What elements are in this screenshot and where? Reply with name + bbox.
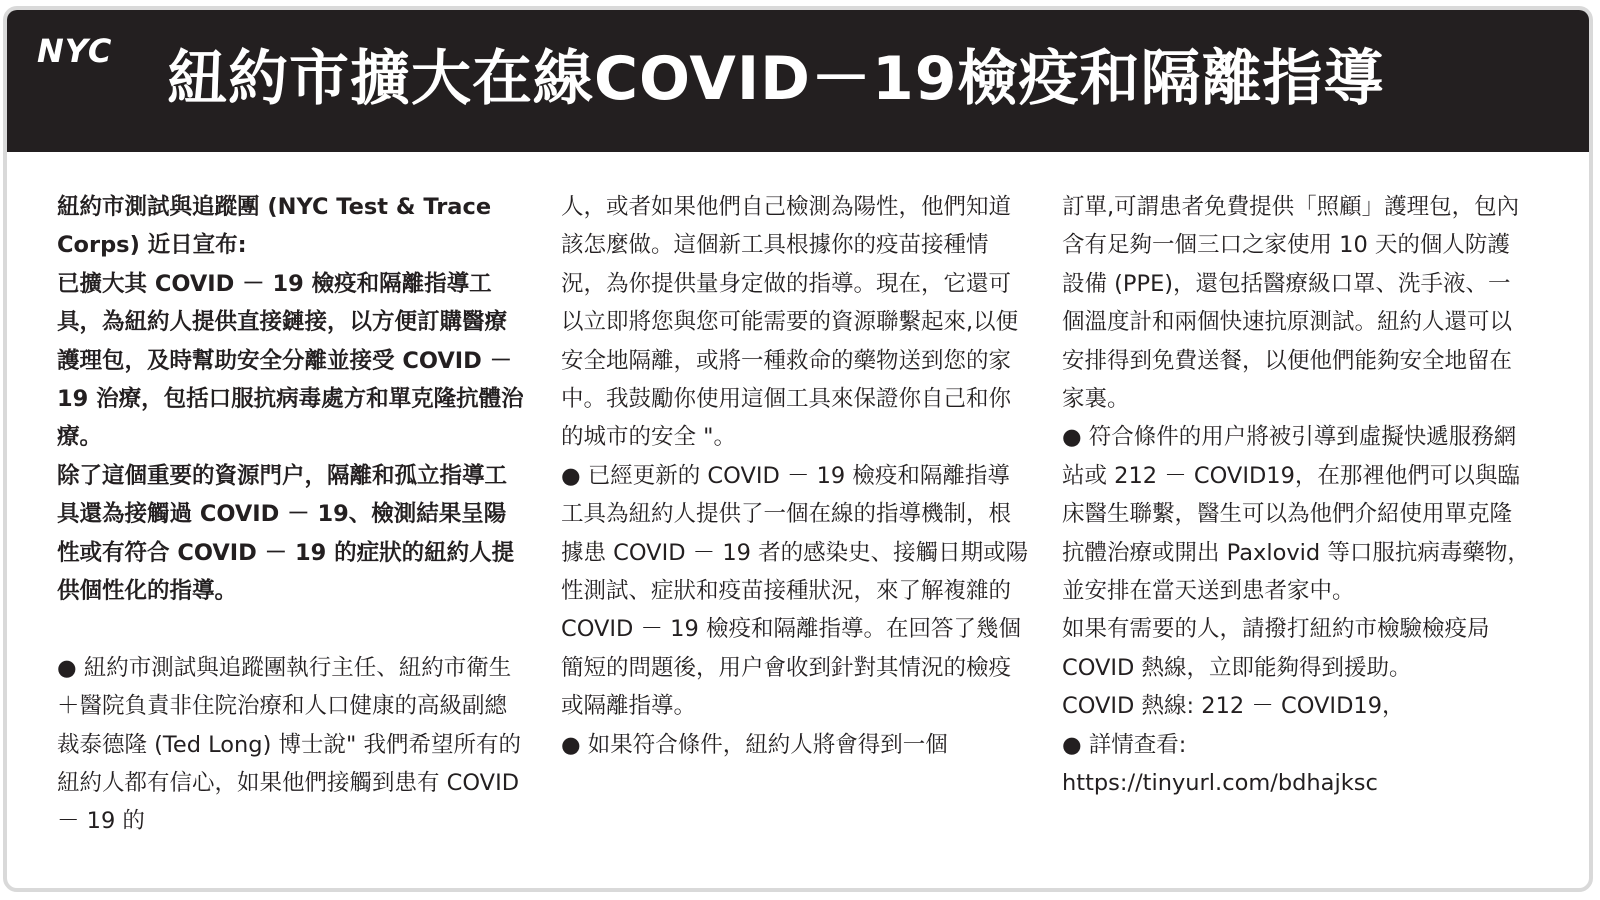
tool-update-paragraph: ● 已經更新的 COVID － 19 檢疫和隔離指導工具為紐約人提供了一個在線的指導機制，根據患 COVID － 19 者的感染史、接觸日期或陽性測試、症狀和疫苗接種狀況，來了解複雜的 COVID － 19 檢疫和隔離指導。在回答了幾個簡短的問題後，用户會收到針對其情況的檢疫或隔離指導。 [561, 462, 1029, 720]
paragraph-spacer [57, 610, 527, 648]
telehealth-paragraph: ● 符合條件的用户將被引導到虛擬快遞服務網站或 212 － COVID19，在那裡他們可以與臨床醫生聯繫，醫生可以為他們介紹使用單克隆抗體治療或開出 Paxlovid 等口服抗病毒藥物，並安排在當天送到患者家中。 [1062, 424, 1530, 605]
eligibility-paragraph: ● 如果符合條件，紐約人將會得到一個 [561, 731, 948, 758]
details-label: ● 詳情查看: [1062, 731, 1187, 758]
care-package-paragraph: 訂單,可謂患者免費提供「照顧」護理包，包內含有足夠一個三口之家使用 10 天的個人防護設備 (PPE)，還包括醫療級口罩、洗手液、一個溫度計和兩個快速抗原測試。紐約人還可以安排得到免費送餐，以便他們能夠安全地留在家裏。 [1062, 194, 1520, 413]
details-link[interactable]: https://tinyurl.com/bdhajksc [1062, 770, 1378, 797]
page-title: 紐約市擴大在線COVID－19檢疫和隔離指導 [167, 44, 1385, 114]
header-bar [7, 10, 1589, 152]
article-frame [3, 6, 1593, 892]
quote-paragraph: ● 紐約市測試與追蹤團執行主任、紐約市衛生＋醫院負責非住院治療和人口健康的高級副總裁泰德隆 (Ted Long) 博士說" 我們希望所有的紐約人都有信心，如果他們接觸到患有 COVID － 19 的 [57, 654, 522, 835]
column-2 [561, 188, 1031, 764]
intro-paragraph: 紐約市測試與追蹤團 (NYC Test & Trace Corps) 近日宣布: [57, 194, 492, 259]
hotline-help-paragraph: 如果有需要的人，請撥打紐約市檢驗檢疫局 COVID 熱線，立即能夠得到援助。 [1062, 616, 1490, 681]
expansion-paragraph: 已擴大其 COVID － 19 檢疫和隔離指導工具，為紐約人提供直接鏈接，以方便訂購醫療護理包，及時幫助安全分離並接受 COVID － 19 治療，包括口服抗病毒處方和單克隆抗體治療。 [57, 270, 524, 451]
hotline-number: COVID 熱線: 212 － COVID19， [1062, 693, 1405, 720]
nyc-logo: NYC [37, 32, 113, 70]
quote-continued-paragraph: 人，或者如果他們自己檢測為陽性，他們知道該怎麼做。這個新工具根據你的疫苗接種情況，為你提供量身定做的指導。現在，它還可以立即將您與您可能需要的資源聯繫起來,以便安全地隔離，或將一種救命的藥物送到您的家中。我鼓勵你使用這個工具來保證你自己和你的城市的安全 "。 [561, 194, 1019, 451]
column-3 [1062, 188, 1532, 803]
column-1 [57, 188, 527, 841]
guidance-paragraph: 除了這個重要的資源門户，隔離和孤立指導工具還為接觸過 COVID － 19、檢測結果呈陽性或有符合 COVID － 19 的症狀的紐約人提供個性化的指導。 [57, 462, 515, 605]
